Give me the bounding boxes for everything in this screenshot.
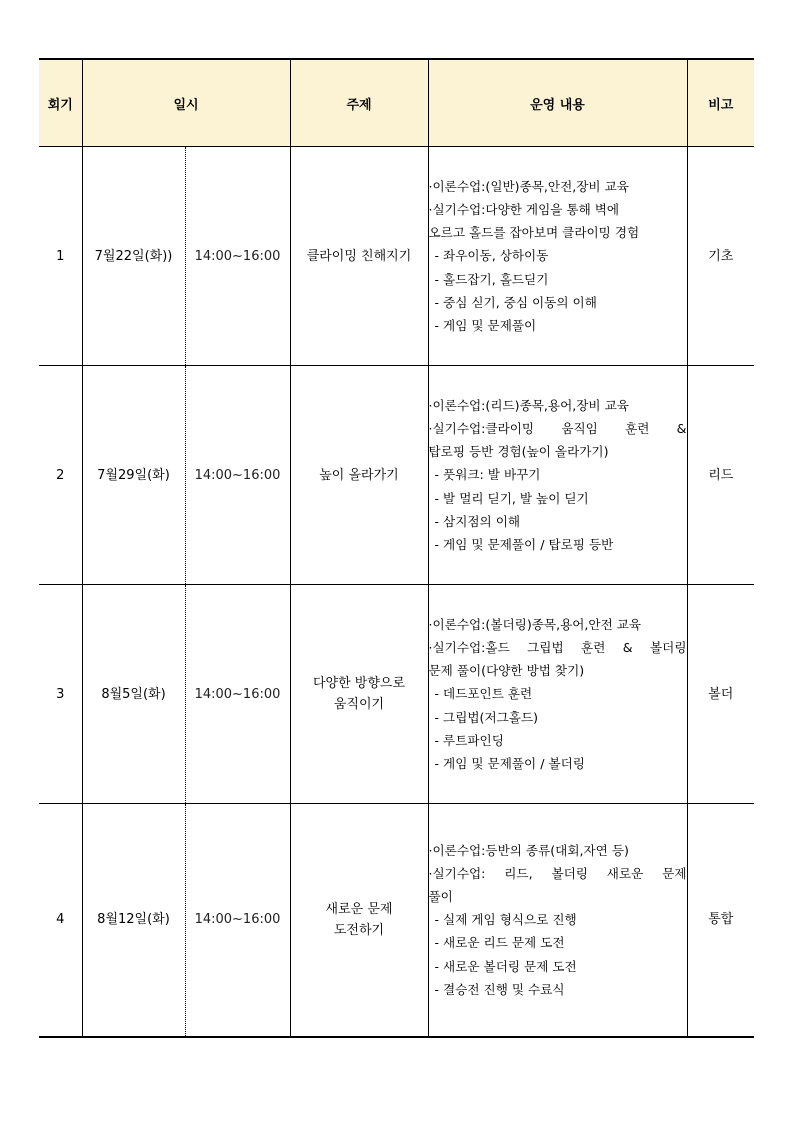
header-datetime: 일시 — [82, 59, 290, 147]
table-row — [39, 147, 754, 366]
content-line: - 삼지점의 이해 — [434, 513, 521, 529]
content-line: 풀이 — [428, 888, 453, 904]
session-time: 14:00~16:00 — [185, 585, 290, 804]
session-content — [428, 366, 687, 585]
session-content — [428, 804, 687, 1037]
content-line: - 중심 싣기, 중심 이동의 이해 — [434, 294, 597, 310]
content-line: ·실기수업:홀드 그립법 훈련 & 볼더링 — [428, 639, 687, 655]
header-row — [39, 59, 754, 147]
session-date: 8월5일(화) — [82, 585, 185, 804]
topic-line: 클라이밍 친해지기 — [306, 248, 412, 264]
header-topic: 주제 — [290, 59, 428, 147]
header-content: 운영 내용 — [428, 59, 687, 147]
content-line: - 게임 및 문제풀이 / 탑로핑 등반 — [434, 537, 614, 552]
table-row — [39, 585, 754, 804]
session-time: 14:00~16:00 — [185, 804, 290, 1037]
topic-line: 새로운 문제 — [325, 901, 393, 917]
session-number: 1 — [39, 147, 82, 366]
content-line: ·실기수업:클라이밍 움직임 훈련 & — [428, 420, 687, 436]
session-number: 4 — [39, 804, 82, 1037]
session-date: 7월29일(화) — [82, 366, 185, 585]
table-row — [39, 366, 754, 585]
content-line: - 그립법(저그홀드) — [434, 709, 539, 725]
content-line: - 발 멀리 딛기, 발 높이 딛기 — [434, 490, 589, 506]
session-topic — [290, 804, 428, 1037]
content-line: 탑로핑 등반 경험(높이 올라가기) — [428, 444, 609, 460]
session-date: 7월22일(화)) — [82, 147, 185, 366]
session-number: 3 — [39, 585, 82, 804]
content-line: 문제 풀이(다양한 방법 찾기) — [428, 663, 585, 679]
content-line: - 새로운 리드 문제 도전 — [434, 935, 565, 951]
content-line: - 실제 게임 형식으로 진행 — [434, 912, 577, 928]
topic-line: 도전하기 — [333, 922, 385, 938]
header-session: 회기 — [39, 59, 82, 147]
session-topic — [290, 147, 428, 366]
content-line: - 홀드잡기, 홀드딛기 — [434, 271, 549, 287]
topic-line: 높이 올라가기 — [319, 467, 399, 483]
content-line: - 루트파인딩 — [434, 732, 504, 748]
content-line: - 게임 및 문제풀이 / 볼더링 — [434, 756, 585, 771]
session-note: 통합 — [687, 804, 754, 1037]
content-line: ·이론수업:(볼더링)종목,용어,안전 교육 — [428, 616, 642, 632]
content-line: ·이론수업:(리드)종목,용어,장비 교육 — [428, 397, 629, 413]
content-line: - 새로운 볼더링 문제 도전 — [434, 958, 577, 974]
content-line: - 데드포인트 훈련 — [434, 686, 533, 702]
content-line: 오르고 홀드를 잡아보며 클라이밍 경험 — [428, 225, 640, 241]
session-date: 8월12일(화) — [82, 804, 185, 1037]
session-number: 2 — [39, 366, 82, 585]
header-note: 비고 — [687, 59, 754, 147]
session-content — [428, 585, 687, 804]
schedule-table — [39, 58, 754, 1038]
content-line: - 좌우이동, 상하이동 — [434, 248, 549, 264]
session-topic — [290, 585, 428, 804]
session-time: 14:00~16:00 — [185, 147, 290, 366]
content-line: ·실기수업: 리드, 볼더링 새로운 문제 — [428, 865, 687, 881]
content-line: - 결승전 진행 및 수료식 — [434, 981, 565, 997]
session-topic — [290, 366, 428, 585]
session-content — [428, 147, 687, 366]
session-note: 리드 — [687, 366, 754, 585]
session-note: 기초 — [687, 147, 754, 366]
content-line: ·이론수업:등반의 종류(대회,자연 등) — [428, 842, 629, 858]
session-time: 14:00~16:00 — [185, 366, 290, 585]
content-line: - 풋워크: 발 바꾸기 — [434, 467, 541, 483]
content-line: ·실기수업:다양한 게임을 통해 벽에 — [428, 201, 620, 217]
session-note: 볼더 — [687, 585, 754, 804]
topic-line: 다양한 방향으로 — [312, 676, 406, 691]
topic-line: 움직이기 — [333, 697, 385, 712]
content-line: ·이론수업:(일반)종목,안전,장비 교육 — [428, 178, 629, 194]
content-line: - 게임 및 문제풀이 — [434, 318, 537, 333]
table-row — [39, 804, 754, 1037]
